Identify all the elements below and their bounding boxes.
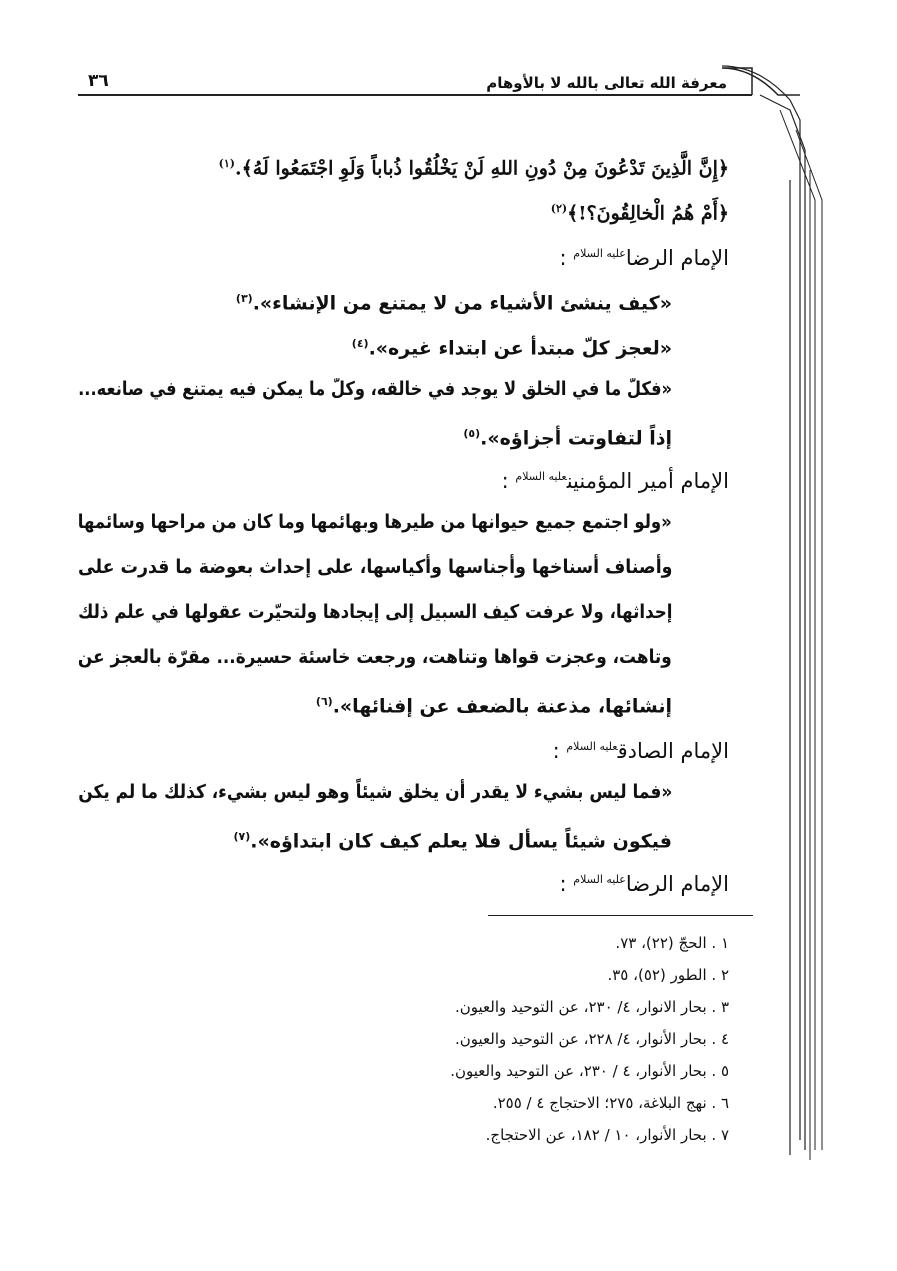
footnote-divider <box>488 915 753 916</box>
footnote: ٦ . نهج البلاغة، ٢٧٥؛ الاحتجاج ٤ / ٢٥٥. <box>492 1094 729 1112</box>
heading-text: الإمام الصادق <box>617 739 729 763</box>
quote-text: «لعجز كلّ مبتدأ عن ابتداء غيره». <box>368 337 672 360</box>
verse-text: ﴿إِنَّ الَّذِينَ تَدْعُونَ مِنْ دُونِ اللهِ لَنْ يَخْلُقُوا ذُباباً وَلَوِ اجْتَمَعُوا لَهُ﴾. <box>235 157 729 180</box>
quote-line <box>316 688 672 720</box>
quote-text: إذاً لتفاوتت أجزاؤه». <box>480 427 672 450</box>
footnote-ref: (٣) <box>235 292 253 305</box>
quote-text: إحداثها، ولا عرفت كيف السبيل إلى إيجادها ولتحيّرت عقولها في علم ذلك <box>77 601 672 623</box>
footnote-ref: (٤) <box>351 337 369 350</box>
honorific: عليه السلام <box>515 470 567 483</box>
quote-text: فيكون شيئاً يسأل فلا يعلم كيف كان ابتداؤه». <box>250 830 672 853</box>
honorific: عليه السلام <box>573 247 626 260</box>
quote-line <box>77 553 672 581</box>
quote-text: وأصناف أسناخها وأجناسها وأكياسها، على إحداث بعوضة ما قدرت على <box>77 556 672 578</box>
footnote: ١ . الحجّ (٢٢)، ٧٣. <box>615 934 729 952</box>
quote-line <box>463 420 672 452</box>
heading-colon: : <box>559 246 567 270</box>
footnote-ref: (٦) <box>315 695 333 708</box>
quote-line <box>78 375 672 403</box>
quote-line <box>78 598 672 626</box>
footnote: ٧ . بحار الأنوار، ١٠ / ١٨٢، عن الاحتجاج. <box>485 1126 729 1144</box>
footnote: ٤ . بحار الأنوار، ٤/ ٢٢٨، عن التوحيد والعيون. <box>454 1030 729 1048</box>
quote-text: «كيف ينشئ الأشياء من لا يمتنع من الإنشاء». <box>252 292 672 315</box>
heading-text: الإمام الرضا <box>625 872 729 896</box>
quote-text: وتاهت، وعجزت قواها وتناهت، ورجعت خاسئة حسيرة... مقرّة بالعجز عن <box>78 646 672 668</box>
quote-line <box>78 643 672 671</box>
heading-text: الإمام أمير المؤمنين <box>566 469 729 493</box>
quote-line <box>352 330 672 362</box>
heading-colon: : <box>559 872 567 896</box>
running-header-title: معرفة الله تعالى بالله لا بالأوهام <box>486 74 727 92</box>
section-heading <box>502 463 729 495</box>
quran-verse-1 <box>219 150 729 182</box>
quote-line <box>78 778 672 806</box>
verse-text: ﴿أَمْ هُمُ الْخالِقُونَ؟!﴾ <box>567 202 729 225</box>
heading-colon: : <box>501 469 509 493</box>
quote-line <box>236 285 672 317</box>
section-heading <box>560 866 729 898</box>
footnote-ref: (١) <box>218 157 236 170</box>
footnote: ٥ . بحار الأنوار، ٤ / ٢٣٠، عن التوحيد والعيون. <box>450 1062 729 1080</box>
section-heading <box>560 240 729 272</box>
quote-text: «ولو اجتمع جميع حيوانها من طيرها وبهائمها وما كان من مراحها وسائمها <box>77 511 672 533</box>
footnote-ref: (٥) <box>463 427 481 440</box>
honorific: عليه السلام <box>566 740 618 753</box>
footnote: ٣ . بحار الانوار، ٤/ ٢٣٠، عن التوحيد والعيون. <box>454 998 729 1016</box>
quote-text: «فما ليس بشيء لا يقدر أن يخلق شيئاً وهو ليس بشيء، كذلك ما لم يكن <box>77 781 672 803</box>
quote-line <box>78 508 672 536</box>
footnote: ٢ . الطور (٥٢)، ٣٥. <box>607 966 729 984</box>
honorific: عليه السلام <box>573 873 626 886</box>
quote-line <box>233 823 672 855</box>
footnote-ref: (٧) <box>233 830 251 843</box>
quote-text: «فكلّ ما في الخلق لا يوجد في خالقه، وكلّ ما يمكن فيه يمتنع في صانعه... <box>78 378 672 400</box>
section-heading <box>553 733 729 765</box>
heading-colon: : <box>552 739 560 763</box>
page-number: ٣٦ <box>88 71 109 91</box>
quote-text: إنشائها، مذعنة بالضعف عن إفنائها». <box>332 695 672 718</box>
quran-verse-2 <box>551 195 729 227</box>
heading-text: الإمام الرضا <box>625 246 729 270</box>
footnote-ref: (٢) <box>550 202 568 215</box>
